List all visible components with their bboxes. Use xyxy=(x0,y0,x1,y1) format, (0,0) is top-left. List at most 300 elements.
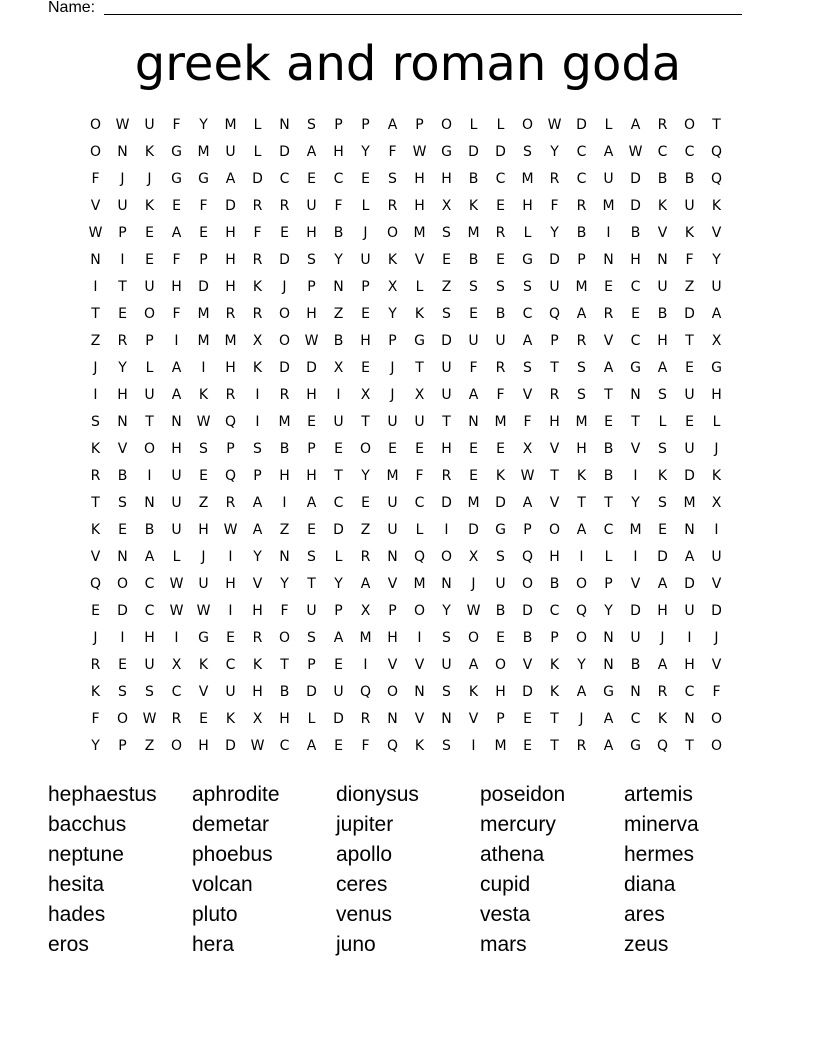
grid-letter: W xyxy=(115,117,130,133)
grid-letter: E xyxy=(415,441,424,457)
grid-letter: U xyxy=(144,387,155,403)
grid-letter: A xyxy=(657,576,668,592)
grid-letter: H xyxy=(225,279,236,295)
grid-letter: V xyxy=(549,441,560,457)
grid-letter: O xyxy=(89,117,102,133)
grid-letter: S xyxy=(658,387,667,403)
grid-letter: S xyxy=(658,495,667,511)
grid-letter: S xyxy=(145,684,154,700)
grid-letter: J xyxy=(147,171,152,187)
grid-letter: C xyxy=(603,522,614,538)
grid-letter: B xyxy=(333,333,344,349)
grid-letter: A xyxy=(576,306,587,322)
grid-letter: T xyxy=(118,279,127,295)
grid-letter: W xyxy=(196,603,211,619)
grid-letter: K xyxy=(252,657,263,673)
grid-letter: K xyxy=(414,306,425,322)
grid-letter: R xyxy=(252,198,263,214)
grid-letter: G xyxy=(198,630,209,646)
grid-letter: F xyxy=(172,117,181,133)
grid-letter: X xyxy=(711,495,722,511)
grid-letter: G xyxy=(198,171,209,187)
word-bank-item: mercury xyxy=(480,813,556,836)
grid-letter: L xyxy=(469,117,478,133)
grid-letter: S xyxy=(118,495,127,511)
grid-letter: O xyxy=(440,117,453,133)
grid-letter: J xyxy=(390,387,395,403)
grid-letter: S xyxy=(307,549,316,565)
grid-letter: U xyxy=(684,387,695,403)
grid-letter: T xyxy=(550,711,559,727)
grid-letter: H xyxy=(117,387,128,403)
grid-letter: S xyxy=(307,117,316,133)
word-bank-item: hephaestus xyxy=(48,783,157,806)
grid-letter: K xyxy=(387,252,398,268)
grid-letter: Q xyxy=(359,684,372,700)
grid-letter: D xyxy=(252,171,263,187)
name-underline xyxy=(104,14,742,15)
grid-letter: U xyxy=(549,279,560,295)
grid-letter: L xyxy=(307,711,316,727)
grid-letter: K xyxy=(576,468,587,484)
word-bank-item: poseidon xyxy=(480,783,566,806)
grid-letter: H xyxy=(225,252,236,268)
grid-letter: R xyxy=(549,171,560,187)
grid-letter: I xyxy=(633,549,638,565)
grid-letter: F xyxy=(334,198,343,214)
grid-letter: D xyxy=(495,144,506,160)
grid-letter: N xyxy=(387,549,398,565)
grid-letter: L xyxy=(712,414,721,430)
grid-letter: A xyxy=(468,387,479,403)
grid-letter: K xyxy=(252,360,263,376)
grid-letter: K xyxy=(198,387,209,403)
grid-letter: U xyxy=(171,522,182,538)
grid-letter: Q xyxy=(89,576,102,592)
grid-letter: V xyxy=(414,252,425,268)
grid-letter: C xyxy=(495,171,506,187)
grid-letter: H xyxy=(414,198,425,214)
grid-letter: F xyxy=(550,198,559,214)
word-bank-item: hesita xyxy=(48,873,105,896)
grid-letter: C xyxy=(333,495,344,511)
grid-letter: H xyxy=(279,468,290,484)
word-bank-item: pluto xyxy=(192,903,238,926)
grid-letter: T xyxy=(334,468,343,484)
grid-letter: N xyxy=(414,684,425,700)
grid-letter: I xyxy=(147,468,152,484)
grid-letter: H xyxy=(657,333,668,349)
grid-letter: N xyxy=(630,387,641,403)
grid-letter: H xyxy=(144,630,155,646)
grid-letter: A xyxy=(657,360,668,376)
word-bank-item: phoebus xyxy=(192,843,273,866)
grid-letter: F xyxy=(496,387,505,403)
grid-letter: U xyxy=(198,576,209,592)
grid-letter: E xyxy=(604,279,613,295)
grid-letter: E xyxy=(118,522,127,538)
grid-letter: K xyxy=(549,684,560,700)
grid-letter: O xyxy=(413,603,426,619)
grid-letter: J xyxy=(93,630,98,646)
grid-letter: D xyxy=(711,603,722,619)
grid-letter: A xyxy=(711,306,722,322)
grid-letter: A xyxy=(657,657,668,673)
grid-letter: D xyxy=(225,738,236,754)
grid-letter: R xyxy=(387,198,398,214)
grid-letter: O xyxy=(710,711,723,727)
grid-letter: U xyxy=(387,495,398,511)
grid-letter: C xyxy=(171,684,182,700)
grid-letter: U xyxy=(711,279,722,295)
grid-letter: J xyxy=(579,711,584,727)
word-bank-item: volcan xyxy=(192,873,253,896)
grid-letter: P xyxy=(307,279,316,295)
grid-letter: K xyxy=(495,468,506,484)
grid-letter: G xyxy=(495,522,506,538)
grid-letter: Q xyxy=(413,549,426,565)
word-bank-item: venus xyxy=(336,903,393,926)
word-bank-item: athena xyxy=(480,843,545,866)
grid-letter: R xyxy=(576,333,587,349)
grid-letter: M xyxy=(494,738,507,754)
grid-letter: Q xyxy=(224,468,237,484)
grid-letter: K xyxy=(144,198,155,214)
grid-letter: L xyxy=(496,117,505,133)
grid-letter: Y xyxy=(361,468,370,484)
grid-letter: Y xyxy=(442,603,451,619)
grid-letter: H xyxy=(657,603,668,619)
grid-letter: A xyxy=(252,522,263,538)
grid-letter: W xyxy=(169,603,184,619)
grid-letter: O xyxy=(278,306,291,322)
grid-letter: C xyxy=(576,144,587,160)
word-bank-item: juno xyxy=(336,933,376,956)
grid-letter: X xyxy=(252,333,263,349)
name-label: Name: xyxy=(48,0,96,16)
grid-letter: B xyxy=(603,441,614,457)
grid-letter: O xyxy=(548,522,561,538)
word-bank-item: hades xyxy=(48,903,106,926)
grid-letter: P xyxy=(199,252,208,268)
grid-letter: X xyxy=(333,360,344,376)
grid-letter: O xyxy=(116,576,129,592)
grid-letter: C xyxy=(144,603,155,619)
grid-letter: C xyxy=(414,495,425,511)
grid-letter: P xyxy=(496,711,505,727)
grid-letter: P xyxy=(118,225,127,241)
grid-letter: T xyxy=(280,657,289,673)
grid-letter: M xyxy=(359,630,372,646)
grid-letter: R xyxy=(603,306,614,322)
grid-letter: S xyxy=(442,306,451,322)
grid-letter: Q xyxy=(710,171,723,187)
grid-letter: H xyxy=(333,144,344,160)
grid-letter: A xyxy=(603,144,614,160)
grid-letter: U xyxy=(414,414,425,430)
grid-letter: G xyxy=(630,360,641,376)
grid-letter: A xyxy=(171,225,182,241)
grid-letter: H xyxy=(711,387,722,403)
grid-letter: G xyxy=(414,333,425,349)
grid-letter: W xyxy=(196,414,211,430)
grid-letter: F xyxy=(415,468,424,484)
grid-letter: P xyxy=(118,738,127,754)
grid-letter: O xyxy=(170,738,183,754)
grid-letter: D xyxy=(522,603,533,619)
word-bank-item: minerva xyxy=(624,813,699,836)
grid-letter: V xyxy=(522,387,533,403)
grid-letter: K xyxy=(657,711,668,727)
grid-letter: D xyxy=(495,495,506,511)
word-bank-item: vesta xyxy=(480,903,531,926)
grid-letter: D xyxy=(198,279,209,295)
grid-letter: S xyxy=(442,684,451,700)
grid-letter: Z xyxy=(279,522,290,538)
grid-letter: W xyxy=(628,144,643,160)
grid-letter: A xyxy=(306,495,317,511)
grid-letter: U xyxy=(171,495,182,511)
grid-letter: E xyxy=(172,198,181,214)
grid-letter: I xyxy=(228,549,233,565)
grid-letter: A xyxy=(576,522,587,538)
grid-letter: O xyxy=(89,144,102,160)
grid-letter: D xyxy=(279,360,290,376)
grid-letter: E xyxy=(199,711,208,727)
grid-letter: A xyxy=(387,117,398,133)
grid-letter: Y xyxy=(604,603,613,619)
grid-letter: R xyxy=(441,468,452,484)
grid-letter: Y xyxy=(388,306,397,322)
grid-letter: C xyxy=(684,144,695,160)
grid-letter: U xyxy=(657,279,668,295)
grid-letter: H xyxy=(252,603,263,619)
grid-letter: I xyxy=(417,630,422,646)
grid-letter: L xyxy=(415,279,424,295)
grid-letter: Y xyxy=(631,495,640,511)
grid-letter: M xyxy=(629,522,642,538)
grid-letter: Y xyxy=(199,117,208,133)
grid-letter: D xyxy=(630,603,641,619)
grid-letter: A xyxy=(171,360,182,376)
grid-letter: A xyxy=(144,549,155,565)
grid-letter: I xyxy=(606,225,611,241)
grid-letter: O xyxy=(278,630,291,646)
grid-letter: R xyxy=(225,495,236,511)
grid-letter: M xyxy=(467,225,480,241)
grid-letter: A xyxy=(171,387,182,403)
grid-letter: Y xyxy=(712,252,721,268)
grid-letter: F xyxy=(685,252,694,268)
grid-letter: A xyxy=(576,684,587,700)
grid-letter: A xyxy=(603,360,614,376)
grid-letter: P xyxy=(307,657,316,673)
grid-letter: Z xyxy=(684,279,695,295)
grid-letter: Q xyxy=(710,144,723,160)
grid-letter: B xyxy=(144,522,155,538)
grid-letter: K xyxy=(90,441,101,457)
grid-letter: S xyxy=(658,441,667,457)
grid-letter: C xyxy=(630,711,641,727)
grid-letter: R xyxy=(117,333,128,349)
grid-letter: V xyxy=(603,333,614,349)
grid-letter: C xyxy=(576,171,587,187)
grid-letter: H xyxy=(306,387,317,403)
grid-letter: W xyxy=(412,144,427,160)
grid-letter: S xyxy=(118,684,127,700)
grid-letter: E xyxy=(523,738,532,754)
grid-letter: U xyxy=(144,279,155,295)
grid-letter: T xyxy=(361,414,370,430)
grid-letter: A xyxy=(225,171,236,187)
grid-letter: E xyxy=(307,171,316,187)
grid-letter: R xyxy=(657,684,668,700)
grid-letter: E xyxy=(658,522,667,538)
grid-letter: V xyxy=(468,711,479,727)
grid-letter: M xyxy=(602,198,615,214)
grid-letter: U xyxy=(684,441,695,457)
grid-letter: V xyxy=(198,684,209,700)
grid-letter: R xyxy=(495,360,506,376)
grid-letter: F xyxy=(712,684,721,700)
word-bank-item: apollo xyxy=(336,843,393,866)
grid-letter: V xyxy=(90,198,101,214)
grid-letter: W xyxy=(547,117,562,133)
grid-letter: R xyxy=(171,711,182,727)
grid-letter: N xyxy=(468,414,479,430)
grid-letter: Q xyxy=(224,414,237,430)
grid-letter: P xyxy=(550,333,559,349)
page-title: greek and roman goda xyxy=(134,36,682,92)
grid-letter: V xyxy=(117,441,128,457)
grid-letter: U xyxy=(711,549,722,565)
grid-letter: E xyxy=(361,360,370,376)
grid-letter: H xyxy=(549,549,560,565)
grid-letter: E xyxy=(118,657,127,673)
grid-letter: A xyxy=(522,495,533,511)
grid-letter: T xyxy=(145,414,154,430)
grid-letter: E xyxy=(469,306,478,322)
grid-letter: O xyxy=(386,225,399,241)
grid-letter: J xyxy=(363,225,368,241)
grid-letter: D xyxy=(225,198,236,214)
grid-letter: F xyxy=(253,225,262,241)
grid-letter: H xyxy=(171,441,182,457)
grid-letter: M xyxy=(467,495,480,511)
grid-letter: M xyxy=(521,171,534,187)
grid-letter: P xyxy=(307,441,316,457)
grid-letter: S xyxy=(496,279,505,295)
grid-letter: H xyxy=(306,468,317,484)
grid-letter: S xyxy=(442,225,451,241)
grid-letter: Y xyxy=(91,738,100,754)
word-bank-item: jupiter xyxy=(336,813,394,836)
grid-letter: S xyxy=(469,279,478,295)
grid-letter: V xyxy=(711,657,722,673)
grid-letter: P xyxy=(334,603,343,619)
grid-letter: I xyxy=(201,360,206,376)
grid-letter: U xyxy=(117,198,128,214)
grid-letter: D xyxy=(576,117,587,133)
grid-letter: H xyxy=(414,171,425,187)
grid-letter: P xyxy=(604,576,613,592)
grid-letter: E xyxy=(496,441,505,457)
grid-letter: A xyxy=(603,738,614,754)
grid-letter: N xyxy=(684,522,695,538)
grid-letter: P xyxy=(253,468,262,484)
grid-letter: D xyxy=(117,603,128,619)
grid-letter: A xyxy=(603,711,614,727)
grid-letter: S xyxy=(388,171,397,187)
grid-letter: K xyxy=(468,684,479,700)
grid-letter: N xyxy=(630,684,641,700)
word-bank xyxy=(48,780,768,960)
grid-letter: B xyxy=(495,603,506,619)
grid-letter: H xyxy=(225,360,236,376)
grid-letter: B xyxy=(522,630,533,646)
grid-letter: S xyxy=(307,252,316,268)
grid-letter: T xyxy=(415,360,424,376)
grid-letter: S xyxy=(577,387,586,403)
grid-letter: D xyxy=(279,144,290,160)
grid-letter: O xyxy=(494,657,507,673)
grid-letter: F xyxy=(280,603,289,619)
grid-letter: U xyxy=(387,414,398,430)
grid-letter: A xyxy=(468,657,479,673)
grid-letter: T xyxy=(550,360,559,376)
grid-letter: V xyxy=(387,657,398,673)
grid-letter: T xyxy=(91,306,100,322)
grid-letter: M xyxy=(278,414,291,430)
word-bank-item: diana xyxy=(624,873,676,896)
grid-letter: K xyxy=(549,657,560,673)
grid-letter: C xyxy=(657,144,668,160)
grid-letter: E xyxy=(199,468,208,484)
grid-letter: U xyxy=(306,603,317,619)
grid-letter: G xyxy=(171,171,182,187)
grid-letter: D xyxy=(306,684,317,700)
grid-letter: B xyxy=(279,441,290,457)
grid-letter: U xyxy=(468,333,479,349)
name-field-row xyxy=(48,0,748,18)
letter-grid xyxy=(82,112,730,760)
grid-letter: S xyxy=(442,738,451,754)
grid-letter: E xyxy=(496,198,505,214)
word-bank-item: neptune xyxy=(48,843,124,866)
grid-letter: I xyxy=(174,333,179,349)
grid-letter: Z xyxy=(198,495,209,511)
grid-letter: J xyxy=(93,360,98,376)
grid-letter: O xyxy=(143,306,156,322)
grid-letter: U xyxy=(333,684,344,700)
grid-letter: H xyxy=(360,333,371,349)
grid-letter: G xyxy=(711,360,722,376)
grid-letter: D xyxy=(279,252,290,268)
grid-letter: R xyxy=(225,387,236,403)
grid-letter: P xyxy=(361,117,370,133)
grid-letter: L xyxy=(253,144,262,160)
grid-letter: H xyxy=(549,414,560,430)
grid-letter: I xyxy=(633,468,638,484)
grid-letter: M xyxy=(386,468,399,484)
grid-letter: I xyxy=(363,657,368,673)
grid-letter: I xyxy=(120,252,125,268)
grid-letter: R xyxy=(252,252,263,268)
grid-letter: E xyxy=(307,414,316,430)
grid-letter: I xyxy=(687,630,692,646)
grid-letter: I xyxy=(714,522,719,538)
grid-letter: S xyxy=(523,144,532,160)
